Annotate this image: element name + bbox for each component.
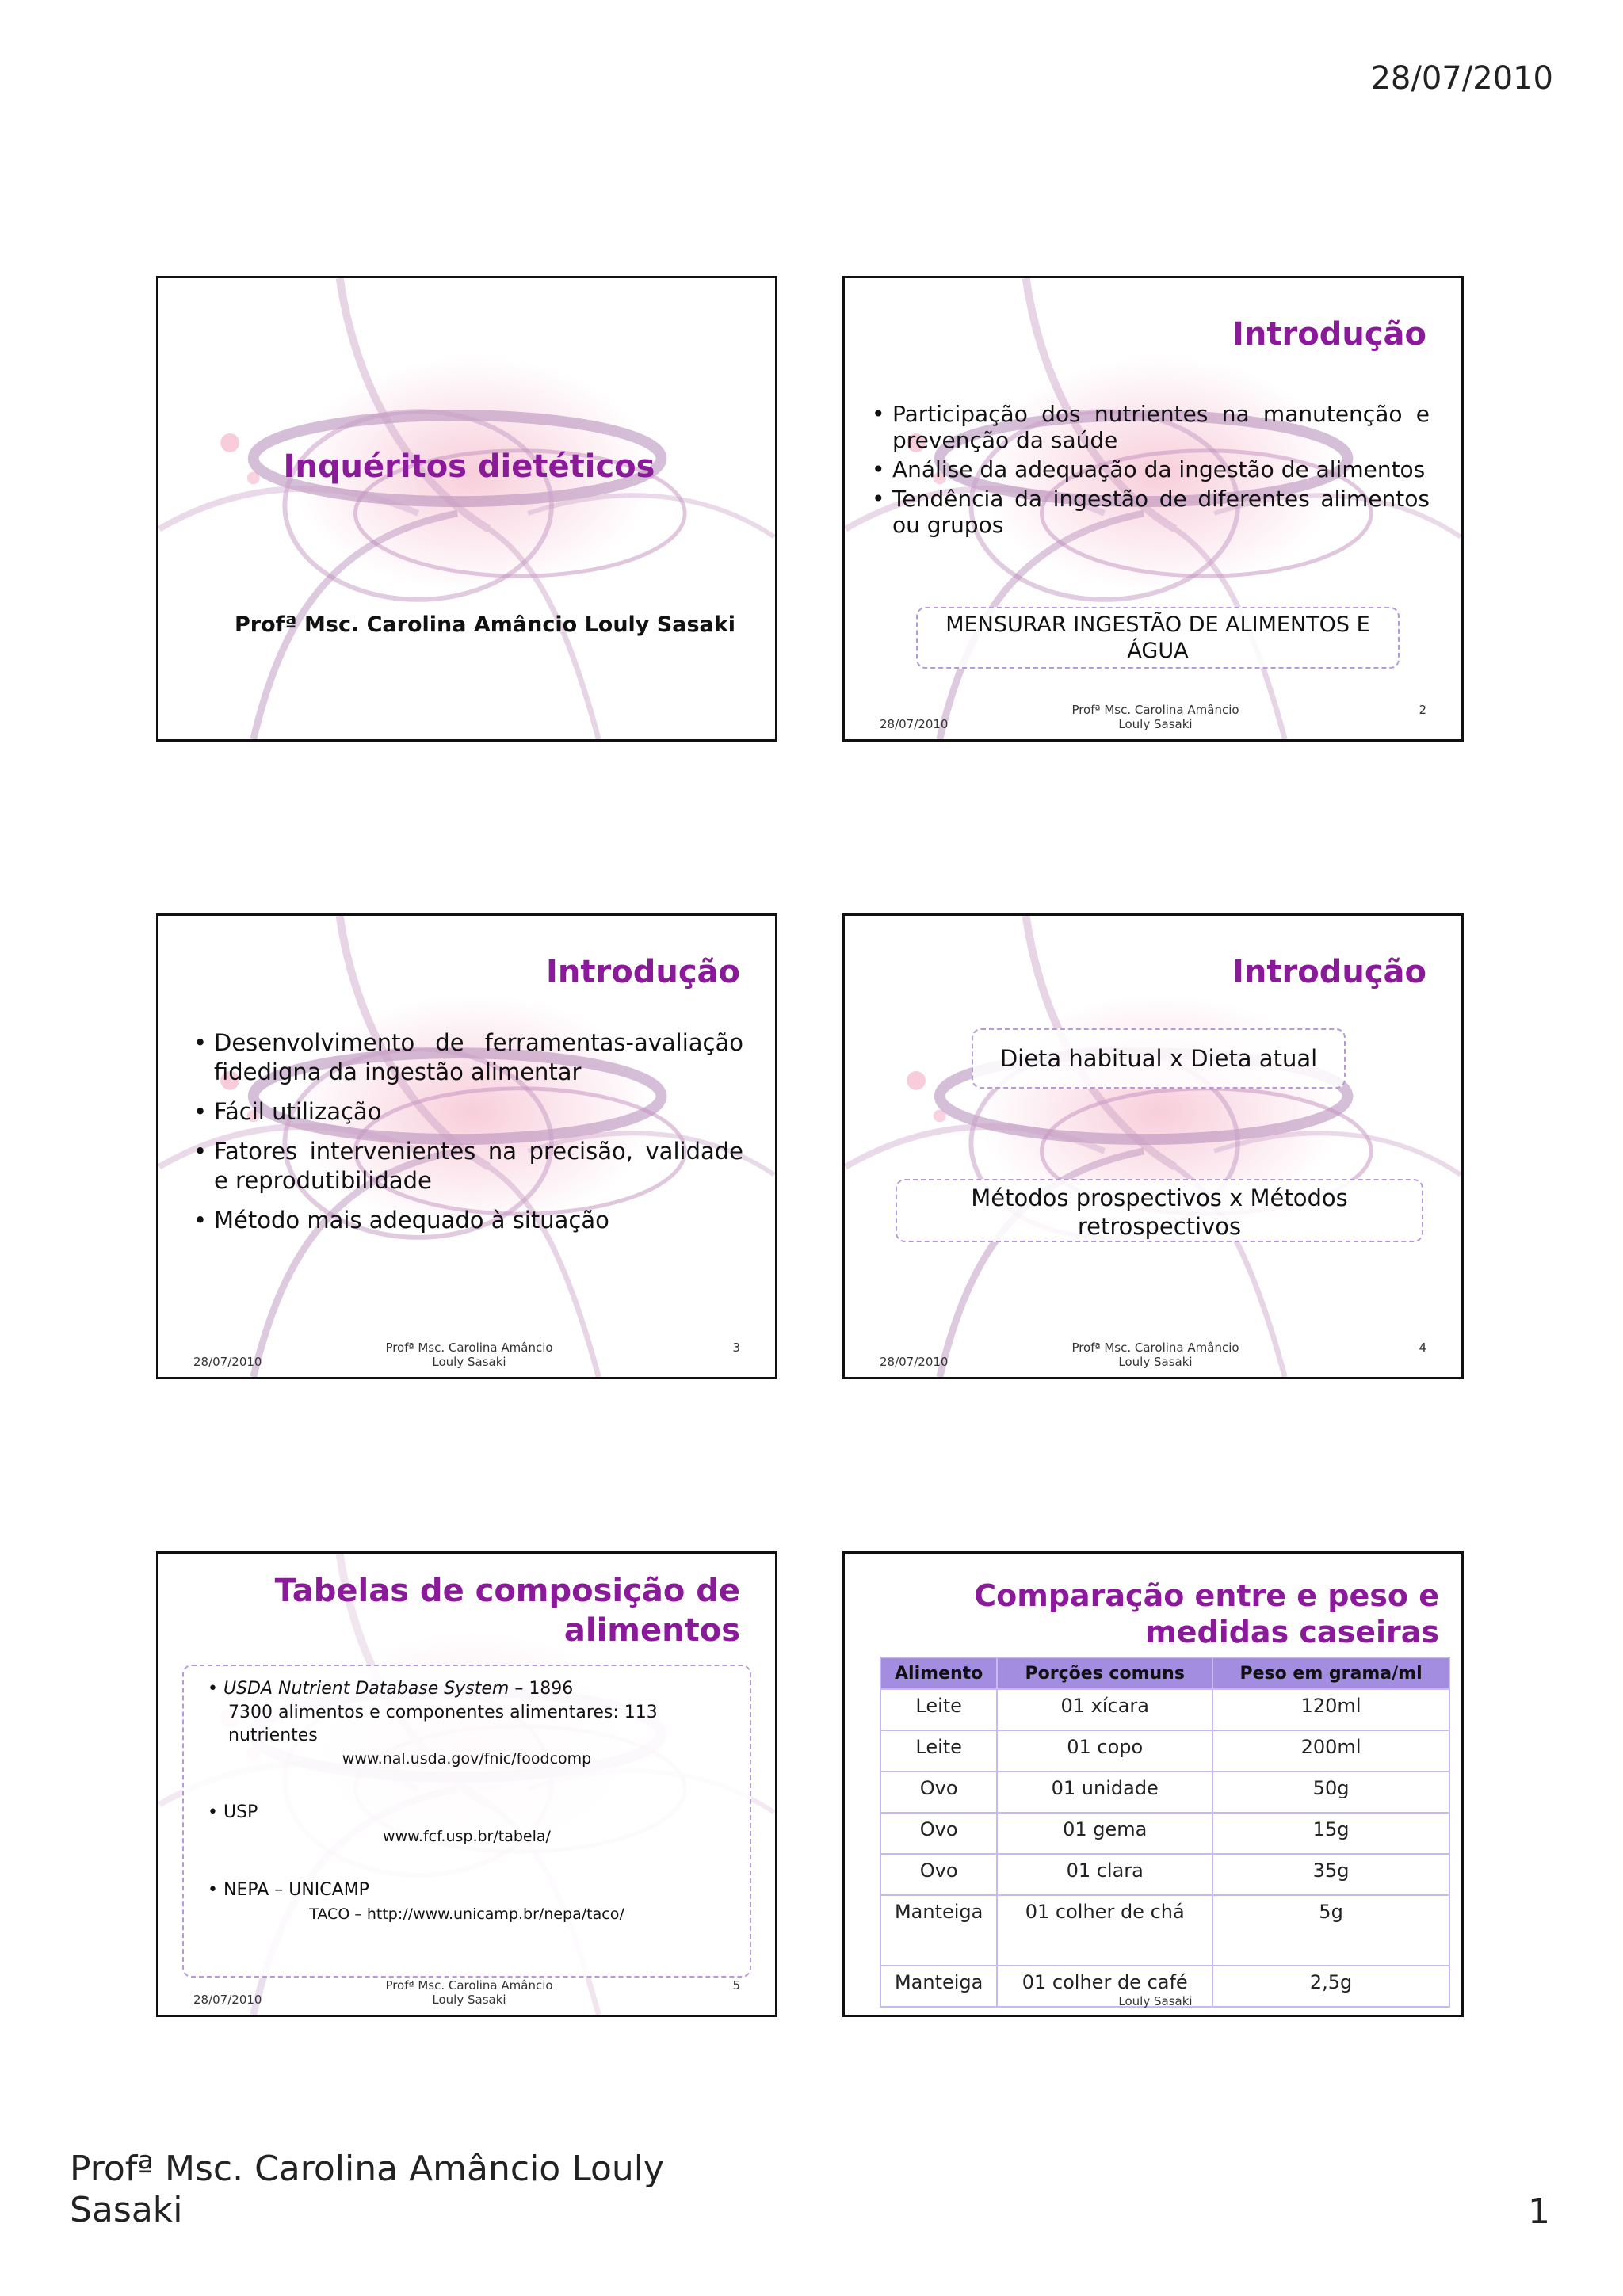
slide-3 — [156, 913, 777, 1379]
footer-slide-number: 4 — [1419, 1341, 1426, 1355]
comparison-table — [880, 1657, 1450, 2008]
table-cell: 01 colher de café — [997, 1966, 1212, 2007]
source-usda: • USDA Nutrient Database System – 1896 — [208, 1679, 574, 1699]
usda-title: USDA Nutrient Database System — [223, 1679, 510, 1699]
table-cell: Ovo — [880, 1772, 997, 1813]
sources-box — [182, 1665, 751, 1978]
usda-description: 7300 alimentos e componentes alimentares: 113 nutrientes — [228, 1703, 658, 1745]
measure-box: MENSURAR INGESTÃO DE ALIMENTOS E ÁGUA — [916, 607, 1400, 669]
footer-author-line-2: Louly Sasaki — [432, 1993, 506, 2007]
slide-5-title: Tabelas de composição de alimentos — [274, 1573, 740, 1649]
table-row — [880, 1895, 1449, 1966]
slide-2 — [842, 276, 1464, 742]
nepa-url: TACO – http://www.unicamp.br/nepa/taco/ — [309, 1905, 624, 1923]
table-header-row — [880, 1657, 1449, 1689]
footer-author — [158, 1341, 777, 1369]
table-cell: Ovo — [880, 1813, 997, 1854]
slide-2-bullets — [872, 401, 1430, 538]
footer-slide-number: 5 — [732, 1978, 740, 1993]
slide-3-title: Introdução — [546, 954, 740, 990]
table-cell: 01 clara — [997, 1854, 1212, 1895]
nepa-title: NEPA – UNICAMP — [223, 1880, 369, 1900]
table-cell: Manteiga — [880, 1895, 997, 1966]
table-cell: Leite — [880, 1730, 997, 1772]
table-cell: 120ml — [1212, 1689, 1449, 1730]
table-row — [880, 1854, 1449, 1895]
footer-author — [845, 1994, 1464, 2008]
footer-date: 28/07/2010 — [880, 1355, 949, 1369]
table-cell: 01 copo — [997, 1730, 1212, 1772]
table-cell: 01 unidade — [997, 1772, 1212, 1813]
usp-url: www.fcf.usp.br/tabela/ — [383, 1828, 551, 1845]
bullet-item: • Desenvolvimento de ferramentas-avaliação fidedigna da ingestão alimentar — [193, 1028, 743, 1087]
footer-date: 28/07/2010 — [880, 717, 949, 731]
footer-author — [845, 1341, 1464, 1369]
bullet-item: • Fatores intervenientes na precisão, validade e reprodutibilidade — [193, 1137, 743, 1196]
slide-1-title: Inquéritos dietéticos — [283, 448, 655, 485]
table-cell: 50g — [1212, 1772, 1449, 1813]
slide-5 — [156, 1551, 777, 2017]
footer-author-line-2: Louly Sasaki — [1118, 1355, 1193, 1369]
footer-slide-number: 3 — [732, 1341, 740, 1355]
table-cell: Leite — [880, 1689, 997, 1730]
footer-author-line-1: Profª Msc. Carolina Amâncio — [385, 1978, 553, 1993]
usda-url: www.nal.usda.gov/fnic/foodcomp — [342, 1750, 592, 1768]
table-row — [880, 1813, 1449, 1854]
slide-2-title: Introdução — [1232, 316, 1426, 353]
footer-author-line-1: Profª Msc. Carolina Amâncio — [1071, 703, 1239, 717]
page-number: 1 — [1528, 2191, 1550, 2232]
column-header: Alimento — [880, 1657, 997, 1689]
footer-author — [158, 1978, 777, 2007]
slide-6 — [842, 1551, 1464, 2017]
slide-4 — [842, 913, 1464, 1379]
table-row — [880, 1772, 1449, 1813]
footer-author-line-2: Louly Sasaki — [432, 1355, 506, 1369]
table-cell: 01 gema — [997, 1813, 1212, 1854]
bullet-item: • Método mais adequado à situação — [193, 1206, 743, 1235]
slide-4-title: Introdução — [1232, 954, 1426, 990]
footer-author-line-1: Profª Msc. Carolina Amâncio — [385, 1341, 553, 1355]
table-row — [880, 1730, 1449, 1772]
column-header: Porções comuns — [997, 1657, 1212, 1689]
slide-3-bullets — [193, 1028, 743, 1235]
table-cell: 35g — [1212, 1854, 1449, 1895]
bullet-item: • Participação dos nutrientes na manutenção e prevenção da saúde — [872, 401, 1430, 453]
slide-1-author: Profª Msc. Carolina Amâncio Louly Sasaki — [235, 612, 735, 637]
table-cell: 200ml — [1212, 1730, 1449, 1772]
footer-author-line-2: Louly Sasaki — [1118, 717, 1193, 731]
page-date: 28/07/2010 — [1370, 60, 1553, 97]
table-cell: 01 colher de chá — [997, 1895, 1212, 1966]
table-cell: 15g — [1212, 1813, 1449, 1854]
table-row — [880, 1689, 1449, 1730]
table-cell: 01 xícara — [997, 1689, 1212, 1730]
source-usp: • USP — [208, 1802, 258, 1822]
methods-box: Métodos prospectivos x Métodos retrospectivos — [896, 1179, 1423, 1242]
footer-author-line-2: Louly Sasaki — [1118, 1994, 1193, 2008]
bullet-item: • Análise da adequação da ingestão de alimentos — [872, 456, 1430, 482]
column-header: Peso em grama/ml — [1212, 1657, 1449, 1689]
bullet-item: • Fácil utilização — [193, 1097, 743, 1127]
table-cell: Manteiga — [880, 1966, 997, 2007]
footer-date: 28/07/2010 — [193, 1993, 262, 2007]
source-nepa: • NEPA – UNICAMP — [208, 1880, 369, 1900]
table-cell: 5g — [1212, 1895, 1449, 1966]
footer-slide-number: 2 — [1419, 703, 1426, 717]
slide-1 — [156, 276, 777, 742]
slide-6-title: Comparação entre e peso e medidas caseiras — [974, 1578, 1439, 1650]
footer-author-line-1: Profª Msc. Carolina Amâncio — [1071, 1341, 1239, 1355]
usp-title: USP — [223, 1802, 258, 1822]
usda-year: – 1896 — [509, 1679, 574, 1699]
table-cell: Ovo — [880, 1854, 997, 1895]
footer-author — [845, 703, 1464, 731]
footer-date: 28/07/2010 — [193, 1355, 262, 1369]
table-cell: 2,5g — [1212, 1966, 1449, 2007]
diet-box: Dieta habitual x Dieta atual — [972, 1028, 1346, 1089]
bullet-item: • Tendência da ingestão de diferentes alimentos ou grupos — [872, 486, 1430, 538]
page-author: Profª Msc. Carolina Amâncio Louly Sasaki — [70, 2149, 665, 2230]
